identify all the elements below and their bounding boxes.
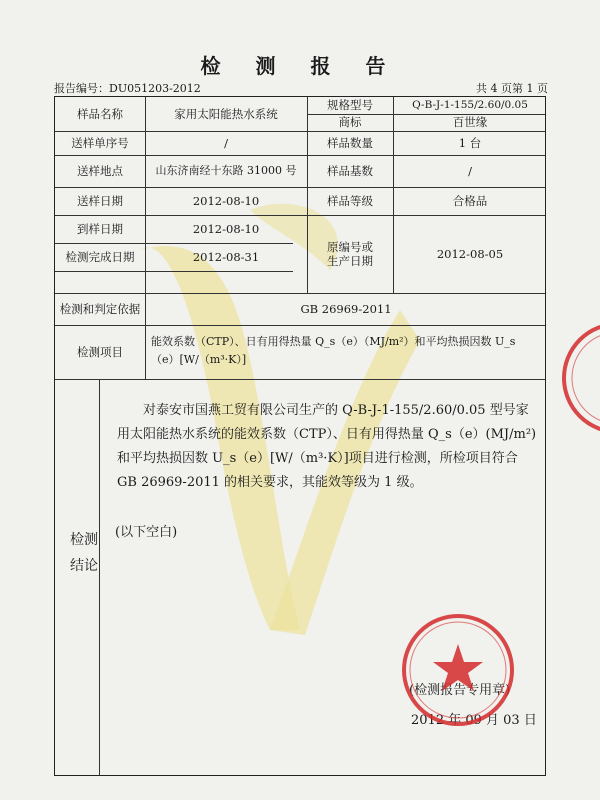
grade-label: 样品等级 — [327, 193, 373, 208]
send-date-label: 送样日期 — [77, 193, 123, 208]
location-label: 送样地点 — [77, 163, 123, 178]
basis-label: 检测和判定依据 — [59, 301, 141, 316]
page-title: 检 测 报 告 — [200, 54, 400, 78]
quantity-label: 样品数量 — [327, 135, 373, 150]
serial-label: 原编号或 生产日期 — [327, 239, 373, 268]
conclusion-line-2: 用太阳能热水系统的能效系数（CTP）、日有用得热量 Q_s（e）(MJ/m²) — [117, 427, 537, 442]
brand-label: 商标 — [338, 115, 362, 130]
brand-value: 百世缘 — [452, 115, 488, 130]
complete-date-value: 2012-08-31 — [192, 249, 260, 264]
complete-date-label: 检测完成日期 — [65, 249, 135, 264]
sample-name-label: 样品名称 — [77, 106, 123, 121]
model-label: 规格型号 — [327, 98, 373, 113]
official-seal — [398, 610, 518, 730]
page-count: 共 4 页第 1 页 — [476, 82, 548, 95]
base-label: 样品基数 — [327, 163, 373, 178]
order-no-label: 送样单序号 — [71, 135, 129, 150]
location-value: 山东济南经十东路 31000 号 — [155, 164, 297, 178]
conclusion-line-4: GB 26969-2011 的相关要求，其能效等级为 1 级。 — [117, 475, 423, 490]
seal-caption: (检测报告专用章) — [409, 683, 511, 698]
sample-name-value: 家用太阳能热水系统 — [174, 106, 278, 121]
arrive-date-value: 2012-08-10 — [192, 221, 260, 236]
grade-value: 合格品 — [452, 193, 488, 208]
quantity-value: 1 台 — [458, 135, 482, 150]
conclusion-line-1: 对泰安市国燕工贸有限公司生产的 Q-B-J-1-155/2.60/0.05 型号家 — [143, 403, 529, 418]
basis-value: GB 26969-2011 — [300, 301, 392, 316]
conclusion-line-3: 和平均热损因数 U_s（e）[W/（m³·K）]项目进行检测，所检项目符合 — [117, 451, 518, 466]
base-value: / — [468, 163, 472, 178]
issue-date: 2012 年 09 月 03 日 — [411, 713, 537, 728]
model-value: Q-B-J-1-155/2.60/0.05 — [412, 98, 528, 111]
order-no-value: / — [224, 135, 228, 150]
send-date-value: 2012-08-10 — [192, 193, 260, 208]
items-label: 检测项目 — [77, 344, 123, 359]
conclusion-text — [117, 399, 537, 495]
conclusion-label: 检测结论 — [70, 532, 98, 574]
arrive-date-label: 到样日期 — [77, 221, 123, 236]
serial-value: 2012-08-05 — [436, 246, 504, 261]
blank-note: (以下空白) — [115, 525, 178, 540]
items-value: 能效系数（CTP）、日有用得热量 Q_s（e）（MJ/m²）和平均热损因数 U_s（e）[W/（m³·K）] — [151, 335, 516, 366]
report-number: 报告编号：DU051203-2012 — [54, 82, 201, 95]
side-seal — [562, 318, 600, 438]
